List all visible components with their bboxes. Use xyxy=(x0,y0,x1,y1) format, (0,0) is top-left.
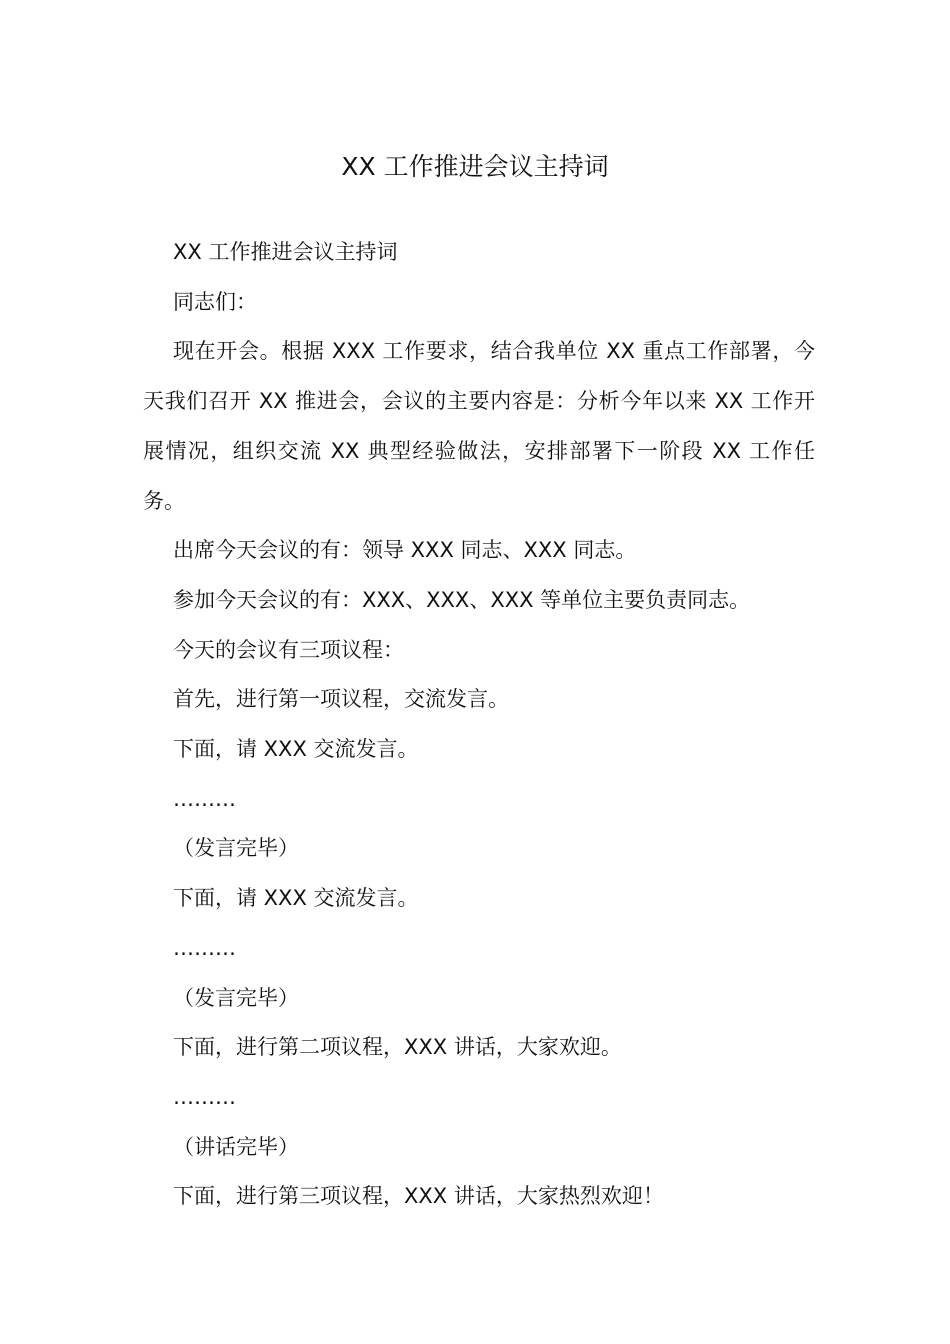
paragraph-agenda-item-2: 下面，进行第二项议程，XXX 讲话，大家欢迎。 xyxy=(173,1035,622,1060)
paragraph-speaker-2: 下面，请 XXX 交流发言。 xyxy=(173,886,419,911)
paragraph-speaker-1: 下面，请 XXX 交流发言。 xyxy=(173,737,419,762)
paragraph-ellipsis-3: ……… xyxy=(173,1084,236,1109)
paragraph-subtitle: XX 工作推进会议主持词 xyxy=(173,240,398,264)
paragraph-ellipsis-2: ……… xyxy=(173,935,236,960)
paragraph-note-talk-done: （讲话完毕） xyxy=(173,1134,299,1159)
paragraph-attendees-units: 参加今天会议的有：XXX、XXX、XXX 等单位主要负责同志。 xyxy=(173,587,751,612)
paragraph-agenda-item-3: 下面，进行第三项议程，XXX 讲话，大家热烈欢迎！ xyxy=(173,1184,664,1209)
document-body xyxy=(143,228,815,1222)
paragraph-ellipsis-1: ……… xyxy=(173,786,236,811)
paragraph-attendees-leaders: 出席今天会议的有：领导 XXX 同志、XXX 同志。 xyxy=(173,538,637,563)
paragraph-agenda-item-1: 首先，进行第一项议程，交流发言。 xyxy=(173,687,509,712)
paragraph-agenda-intro: 今天的会议有三项议程： xyxy=(173,637,404,662)
paragraph-note-speech-done-1: （发言完毕） xyxy=(173,836,299,861)
paragraph-opening: 现在开会。根据 XXX 工作要求，结合我单位 XX 重点工作部署，今天我们召开 XX 推进会，会议的主要内容是：分析今年以来 XX 工作开展情况，组织交流 XX 典型经验做法，安排部署下一阶段 XX 工作任务。 xyxy=(143,339,815,513)
paragraph-note-speech-done-2: （发言完毕） xyxy=(173,985,299,1010)
document-title: XX 工作推进会议主持词 xyxy=(341,151,609,181)
paragraph-salutation: 同志们： xyxy=(173,289,257,314)
